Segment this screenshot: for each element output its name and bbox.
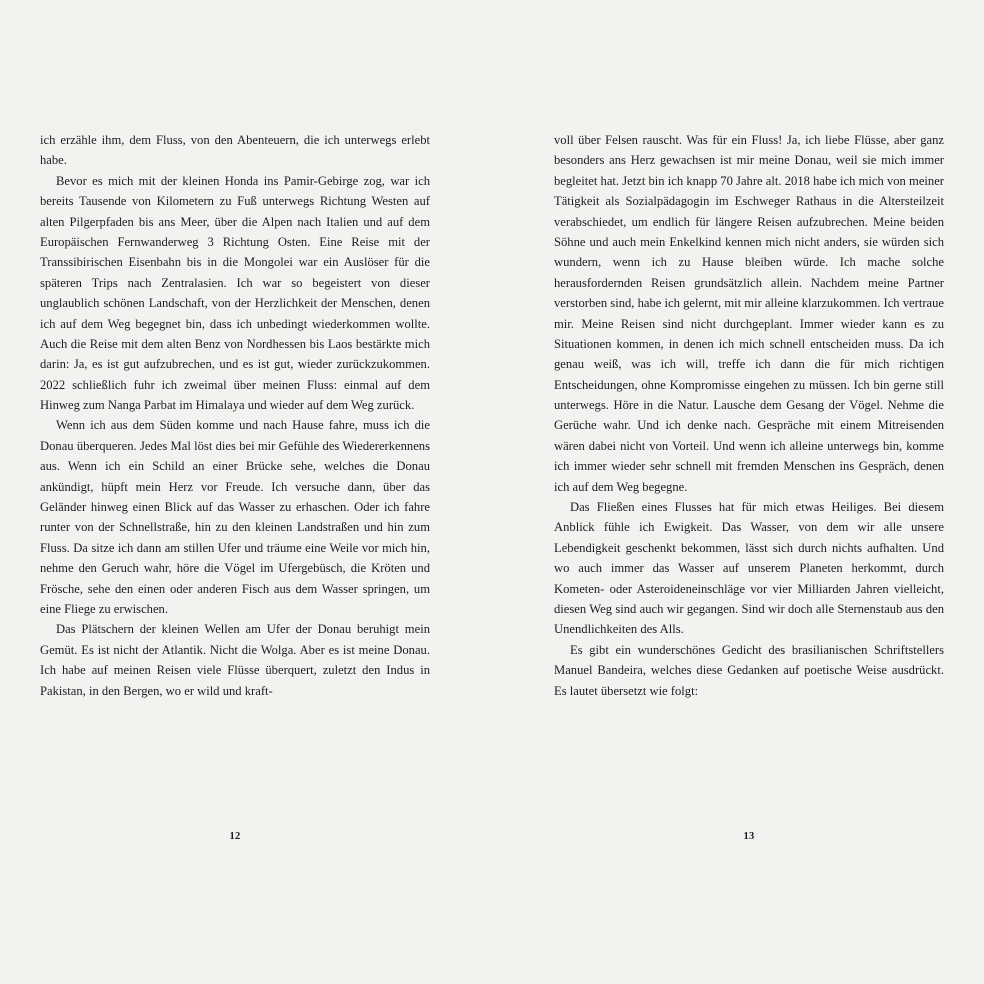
paragraph: Das Plätschern der kleinen Wellen am Ufer der Donau beruhigt mein Gemüt. Es ist nicht der Atlantik. Nicht die Wolga. Aber es ist meine Donau. Ich habe auf meinen Reisen viele Flüsse überquert, zuletzt den Indus in Pakistan, in den Bergen, wo er wild und kraft- [40,622,430,698]
paragraph: ich erzähle ihm, dem Fluss, von den Abenteuern, die ich unterwegs erlebt habe. [40,133,430,168]
page-number-left: 12 [229,831,241,842]
page-number-right: 13 [743,831,755,842]
page-right [554,130,944,860]
paragraph: Bevor es mich mit der kleinen Honda ins Pamir-Gebirge zog, war ich bereits Tausende von Kilometern zu Fuß unterwegs Richtung Westen auf alten Pilgerpfaden bis ans Meer, über die Alpen nach Italien und auf dem Europäischen Fernwanderweg 3 Richtung Osten. Eine Reise mit der Transsibirischen Eisenbahn bis in die Mongolei war ein Auslöser für die späteren Trips nach Zentralasien. Ich war so begeistert von dieser unglaublich schönen Landschaft, von der Herzlichkeit der Menschen, denen ich auf dem Weg begegnet bin, dass ich unbedingt wiederkommen wollte. Auch die Reise mit dem alten Benz von Nordhessen bis Laos bestärkte mich darin: Ja, es ist gut aufzubrechen, und es ist gut, wieder zurückzukommen. 2022 schließlich fuhr ich zweimal über meinen Fluss: einmal auf dem Hinweg zum Nanga Parbat im Himalaya und wieder auf dem Weg zurück. [40,173,430,413]
body-text-right [554,130,944,701]
paragraph: Es gibt ein wunderschönes Gedicht des brasilianischen Schriftstellers Manuel Bandeira, welches diese Gedanken auf poetische Weise ausdrückt. Es lautet übersetzt wie folgt: [554,642,944,698]
paragraph: Das Fließen eines Flusses hat für mich etwas Heiliges. Bei diesem Anblick fühle ich Ewigkeit. Das Wasser, von dem wir alle unsere Lebendigkeit geschenkt bekommen, lässt sich durch nichts aufhalten. Und wo auch immer das Wasser auf unserem Planeten herkommt, durch Kometen- oder Asteroideneinschläge vor vier Milliarden Jahren vielleicht, diesen Weg sind auch wir gegangen. Sind wir doch alle Sternenstaub aus den Unendlichkeiten des Alls. [554,500,944,637]
page-left [40,130,430,860]
paragraph: Wenn ich aus dem Süden komme und nach Hause fahre, muss ich die Donau überqueren. Jedes Mal löst dies bei mir Gefühle des Wiedererkennens aus. Wenn ich ein Schild an einer Brücke sehe, welches die Donau ankündigt, hüpft mein Herz vor Freude. Ich versuche dann, über das Geländer hinweg einen Blick auf das Wasser zu erhaschen. Oder ich fahre runter von der Schnellstraße, hin zu den kleinen Landstraßen und hin zum Fluss. Da sitze ich dann am stillen Ufer und träume eine Weile vor mich hin, nehme den Geruch wahr, höre die Vögel im Ufergebüsch, die Kröten und Frösche, sehe den einen oder anderen Fisch aus dem Wasser springen, um eine Fliege zu erwischen. [40,418,430,616]
body-text-left [40,130,430,701]
paragraph: voll über Felsen rauscht. Was für ein Fluss! Ja, ich liebe Flüsse, aber ganz besonders ans Herz gewachsen ist mir meine Donau, weil sie mich immer begleitet hat. Jetzt bin ich knapp 70 Jahre alt. 2018 habe ich mich von meiner Tätigkeit als Sozialpädagogin im Eschweger Rathaus in die Altersteilzeit verabschiedet, um endlich für längere Reisen aufzubrechen. Meine beiden Söhne und auch mein Enkelkind kennen mich nicht anders, sie würden sich wundern, wenn ich zu Hause bleiben würde. Ich mache solche herausfordernden Reisen grundsätzlich allein. Nachdem meine Partner verstorben sind, habe ich gelernt, mit mir alleine klarzukommen. Ich vertraue mir. Meine Reisen sind nicht durchgeplant. Immer wieder kann es zu Situationen kommen, in denen ich mich schnell entscheiden muss. Da ich genau weiß, was ich will, treffe ich dann die für mich richtigen Entscheidungen, ohne Kompromisse eingehen zu müssen. Ich bin gerne still unterwegs. Höre in die Natur. Lausche dem Gesang der Vögel. Nehme die Gerüche wahr. Und ich denke nach. Gespräche mit einem Mitreisenden wären dabei nicht von Vorteil. Und wenn ich alleine unterwegs bin, komme ich immer wieder sehr schnell mit fremden Menschen ins Gespräch, denen ich auf dem Weg begegne. [554,133,944,494]
